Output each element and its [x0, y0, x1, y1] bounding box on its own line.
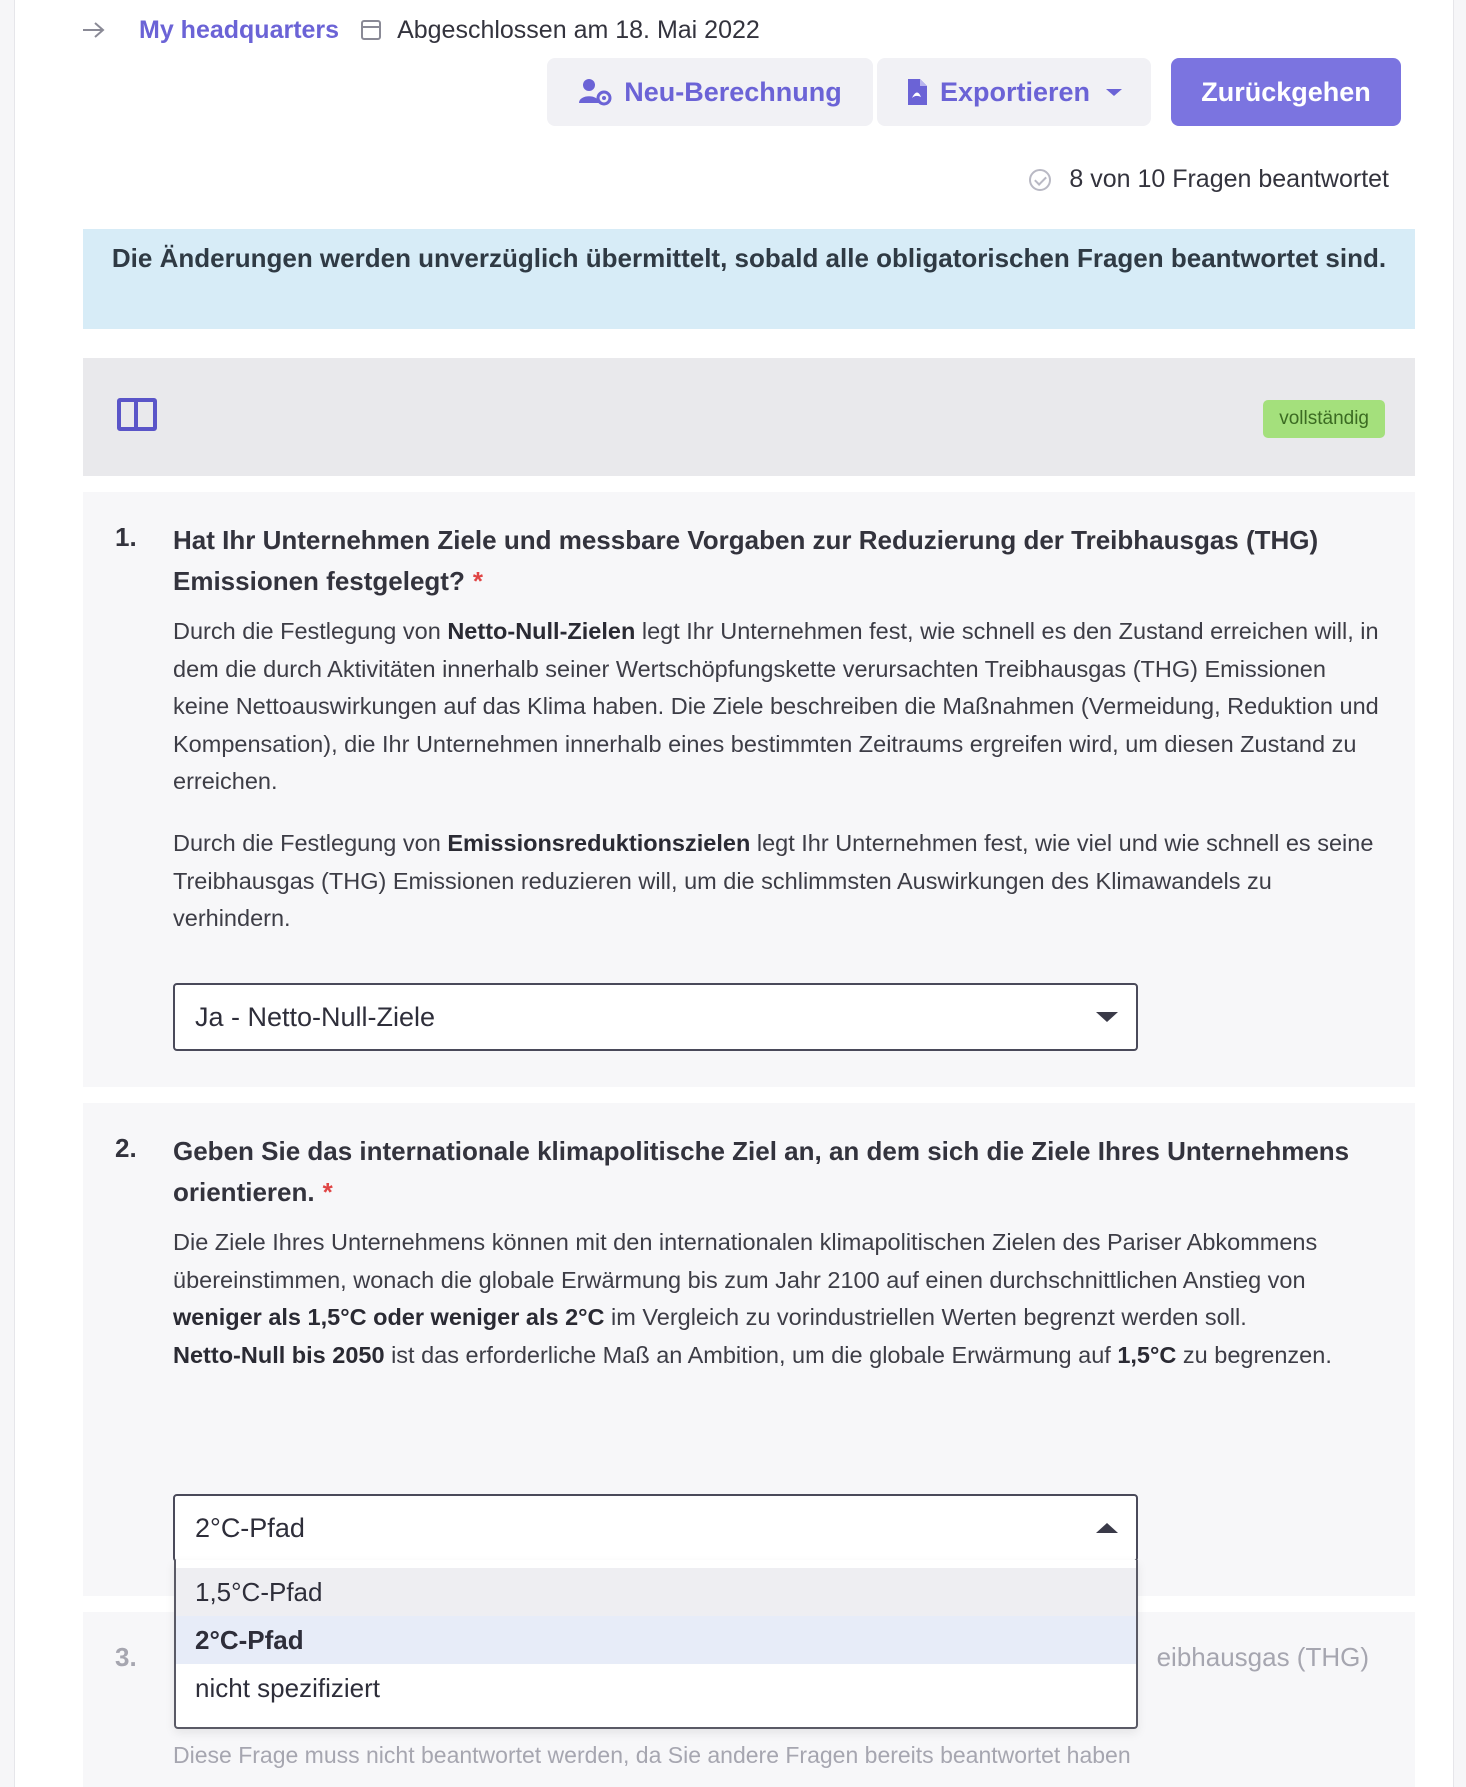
description-text: legt Ihr Unternehmen fest, wie schnell es den Zustand erreichen will, in dem die durch Aktivitäten innerhalb seiner Wertschöpfungskette verursachten Treibhausgas (THG) Emissionen keine Nettoauswirkungen auf das Klima haben. Die Ziele beschreiben die Maßnahmen (Vermeidung, Reduktion und Kompensation), die Ihr Unternehmen innerhalb eines bestimmten Zeitraums ergreifen wird, um diesen Zustand zu erreichen.: [173, 618, 1379, 794]
status-badge: vollständig: [1263, 400, 1385, 438]
question-description: [173, 1224, 1388, 1374]
description-text: zu begrenzen.: [1176, 1341, 1332, 1368]
recalculate-button[interactable]: [547, 58, 873, 126]
question-number: 2.: [115, 1133, 137, 1163]
select-value: Ja - Netto-Null-Ziele: [195, 1001, 436, 1032]
calendar-icon: [361, 20, 381, 40]
user-gear-icon: [578, 77, 612, 107]
headquarters-link[interactable]: My headquarters: [139, 15, 340, 44]
completed-date: Abgeschlossen am 18. Mai 2022: [397, 15, 760, 44]
question-number: 3.: [115, 1642, 137, 1672]
page: [14, 0, 1454, 1787]
select-value: 2°C-Pfad: [195, 1512, 305, 1543]
description-bold: Netto-Null bis 2050: [173, 1341, 385, 1368]
arrow-right-icon: [81, 20, 107, 40]
question-card-1: [83, 492, 1415, 1087]
required-marker: *: [472, 566, 483, 596]
export-button[interactable]: [877, 58, 1151, 126]
columns-icon[interactable]: [117, 398, 157, 431]
dropdown-option[interactable]: 1,5°C-Pfad: [176, 1568, 1136, 1616]
dropdown-option-selected[interactable]: 2°C-Pfad: [176, 1616, 1136, 1664]
description-text: ist das erforderliche Maß an Ambition, um die globale Erwärmung auf: [384, 1341, 1118, 1368]
question-title-text: Geben Sie das internationale klimapolitische Ziel an, an dem sich die Ziele Ihres Unternehmens orientieren.: [173, 1136, 1350, 1207]
description-text: Die Ziele Ihres Unternehmens können mit den internationalen klimapolitischen Zielen des Pariser Abkommens übereinstimmen, wonach die globale Erwärmung bis zum Jahr 2100 auf einen durchschnittlichen Anstieg von: [173, 1229, 1318, 1293]
recalculate-label: Neu-Berechnung: [624, 76, 842, 107]
required-marker: *: [322, 1177, 333, 1207]
check-circle-icon: [1029, 169, 1051, 191]
export-label: Exportieren: [939, 76, 1091, 107]
chevron-up-icon: [1096, 1523, 1118, 1533]
pdf-file-icon: [906, 78, 928, 106]
description-text: Durch die Festlegung von: [173, 618, 448, 644]
question-title-text: Hat Ihr Unternehmen Ziele und messbare Vorgaben zur Reduzierung der Treibhausgas (THG) Emissionen festgelegt?: [173, 525, 1319, 596]
back-button[interactable]: Zurückgehen: [1171, 58, 1401, 126]
progress-text: 8 von 10 Fragen beantwortet: [1069, 165, 1389, 193]
skip-note: Diese Frage muss nicht beantwortet werden, da Sie andere Fragen bereits beantwortet haben: [173, 1742, 1131, 1768]
section-header: [83, 358, 1415, 476]
dropdown-option[interactable]: nicht spezifiziert: [195, 1672, 380, 1703]
question-title: [173, 520, 1363, 602]
answer-select-2[interactable]: [173, 1494, 1138, 1562]
answered-progress: [1029, 165, 1389, 194]
dropdown-menu: [174, 1560, 1138, 1729]
question-description-2: [173, 825, 1388, 938]
question-number: 1.: [115, 522, 137, 552]
info-banner: Die Änderungen werden unverzüglich übermittelt, sobald alle obligatorischen Fragen beantwortet sind.: [83, 229, 1415, 329]
question-title: [173, 1131, 1363, 1213]
question-title-fragment: eibhausgas (THG): [1156, 1642, 1369, 1672]
chevron-down-icon: [1096, 1012, 1118, 1022]
description-bold: 1,5°C: [1117, 1341, 1177, 1368]
description-bold: weniger als 1,5°C oder weniger als 2°C: [173, 1304, 605, 1330]
description-bold: Emissionsreduktionszielen: [447, 830, 751, 856]
description-text: Durch die Festlegung von: [173, 830, 448, 856]
description-text: im Vergleich zu vorindustriellen Werten begrenzt werden soll.: [604, 1304, 1247, 1330]
question-description: [173, 613, 1388, 801]
chevron-down-icon: [1106, 89, 1122, 96]
question-card-2: [83, 1103, 1415, 1596]
answer-select-1[interactable]: [173, 983, 1138, 1051]
description-bold: Netto-Null-Zielen: [447, 618, 636, 644]
breadcrumb: [81, 14, 760, 46]
description-text: legt Ihr Unternehmen fest, wie viel und wie schnell es seine Treibhausgas (THG) Emissionen reduzieren will, um die schlimmsten Auswirkungen des Klimawandels zu verhindern.: [173, 830, 1374, 931]
